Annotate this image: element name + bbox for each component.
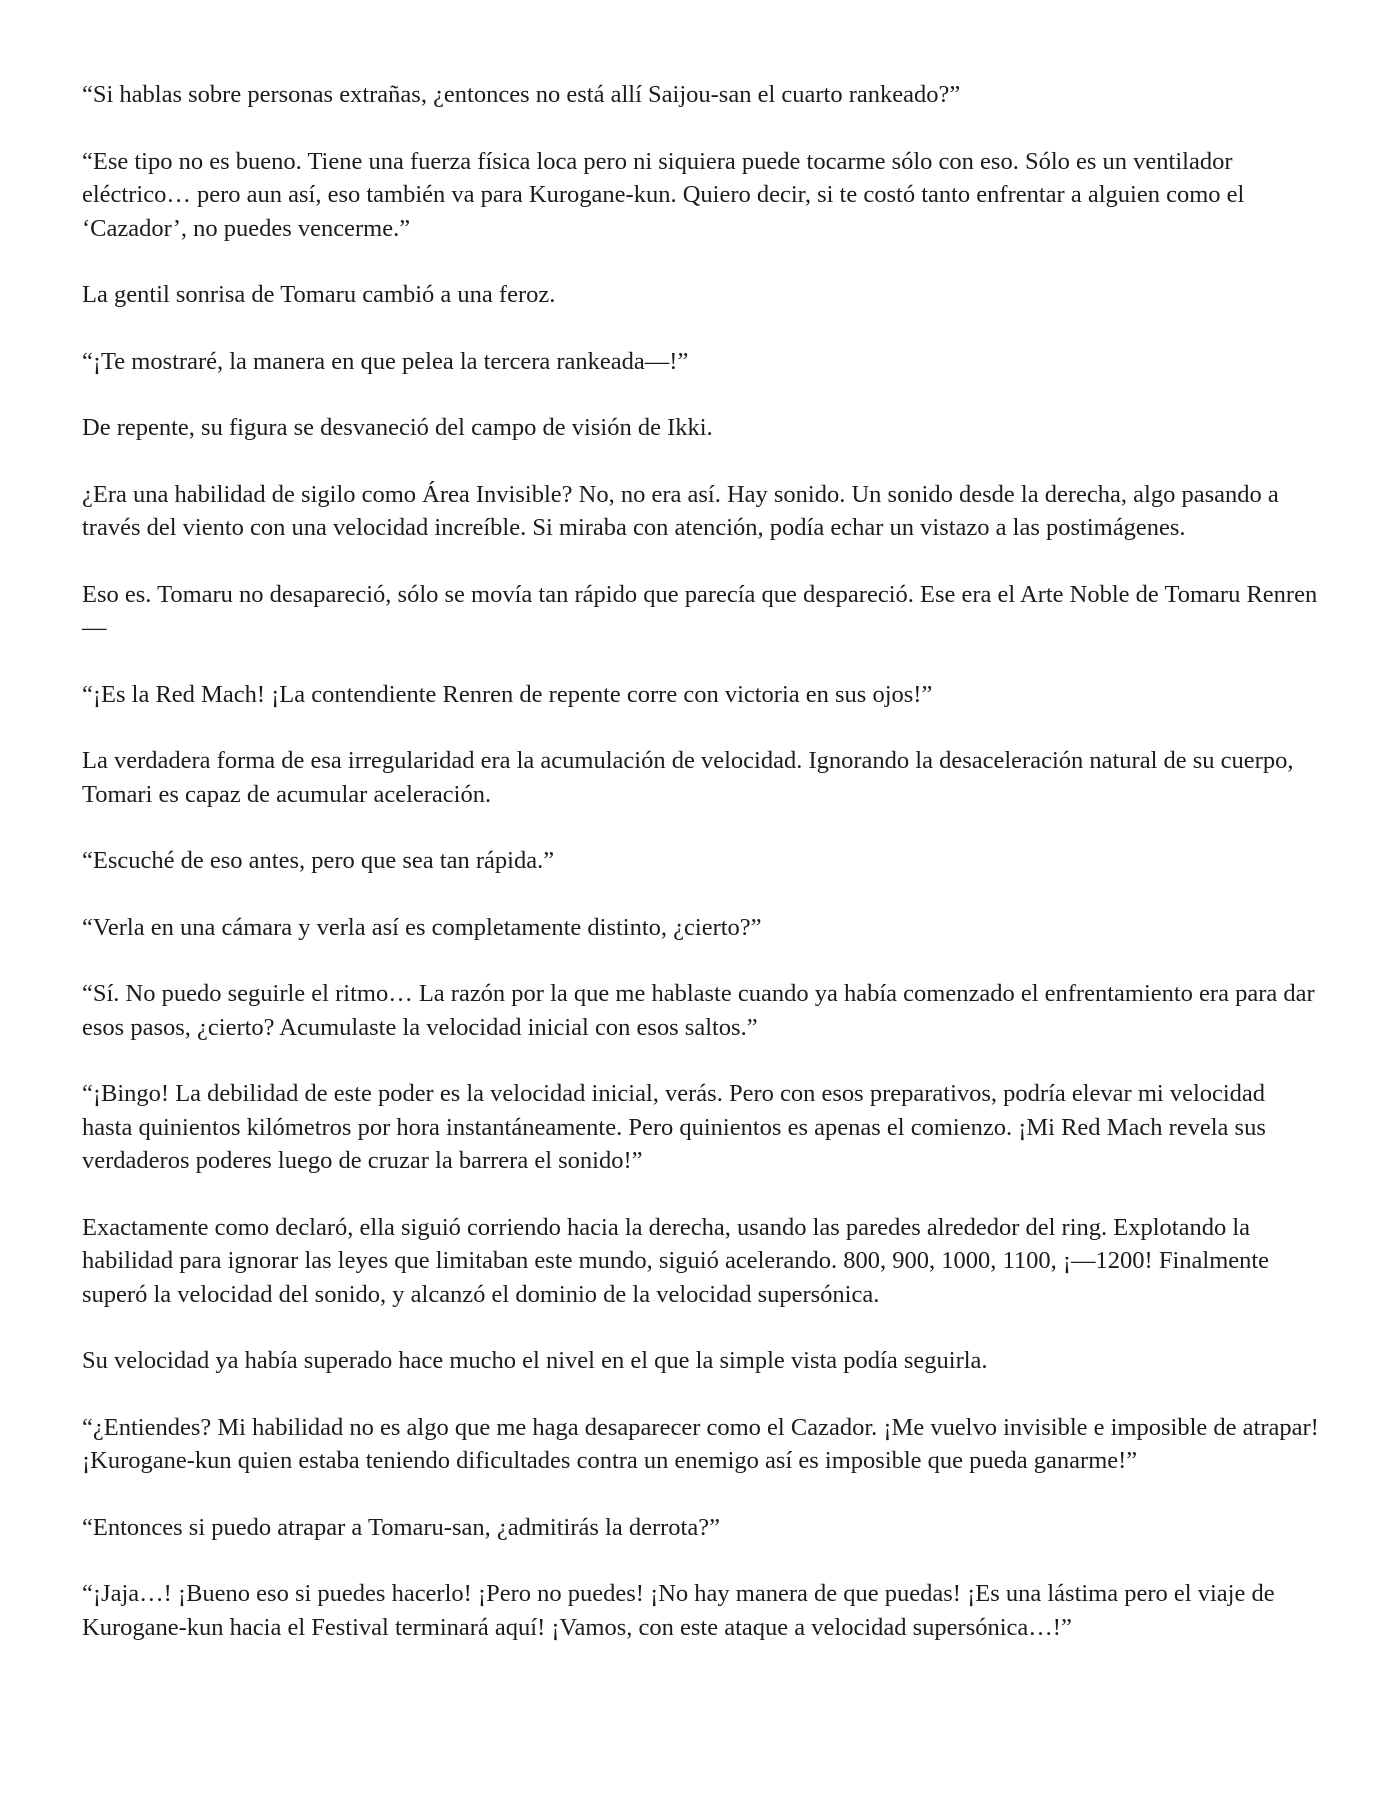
paragraph: La verdadera forma de esa irregularidad era la acumulación de velocidad. Ignorando la desaceleración natural de su cuerpo, Tomari es capaz de acumular aceleración. (82, 747, 1294, 808)
paragraph: “¡Te mostraré, la manera en que pelea la tercera rankeada—!” (82, 347, 689, 375)
paragraph: “Sí. No puedo seguirle el ritmo… La razón por la que me hablaste cuando ya había comenzado el enfrentamiento era para dar esos pasos, ¿cierto? Acumulaste la velocidad inicial con esos saltos.” (82, 980, 1315, 1041)
paragraph: “¡Es la Red Mach! ¡La contendiente Renren de repente corre con victoria en sus ojos!” (82, 680, 933, 708)
paragraph: ¿Era una habilidad de sigilo como Área Invisible? No, no era así. Hay sonido. Un sonido desde la derecha, algo pasando a través del viento con una velocidad increíble. Si miraba con atención, podía echar un vistazo a las postimágenes. (82, 480, 1279, 541)
paragraph: “¡Jaja…! ¡Bueno eso si puedes hacerlo! ¡Pero no puedes! ¡No hay manera de que puedas! ¡Es una lástima pero el viaje de Kurogane-kun hacia el Festival terminará aquí! ¡Vamos, con este ataque a velocidad supersónica…!” (82, 1580, 1275, 1641)
paragraph: “Escuché de eso antes, pero que sea tan rápida.” (82, 847, 555, 874)
paragraph: Exactamente como declaró, ella siguió corriendo hacia la derecha, usando las paredes alrededor del ring. Explotando la habilidad para ignorar las leyes que limitaban este mundo, siguió acelerando. 800, 900, 1000, 1100, ¡—1200! Finalmente superó la velocidad del sonido, y alcanzó el dominio de la velocidad supersónica. (82, 1213, 1270, 1308)
paragraph: Eso es. Tomaru no desapareció, sólo se movía tan rápido que parecía que despareció. Ese era el Arte Noble de Tomaru Renren— (82, 580, 1318, 641)
paragraph: “Si hablas sobre personas extrañas, ¿entonces no está allí Saijou-san el cuarto rankeado?” (82, 81, 961, 108)
paragraph: “Entonces si puedo atrapar a Tomaru-san, ¿admitirás la derrota?” (82, 1513, 720, 1541)
paragraph: “Ese tipo no es bueno. Tiene una fuerza física loca pero ni siquiera puede tocarme sólo con eso. Sólo es un ventilador eléctrico… pero aun así, eso también va para Kurogane-kun. Quiero decir, si te costó tanto enfrentar a alguien como el ‘Cazador’, no puedes vencerme.” (82, 147, 1245, 242)
paragraph: “¿Entiendes? Mi habilidad no es algo que me haga desaparecer como el Cazador. ¡Me vuelvo invisible e imposible de atrapar! ¡Kurogane-kun quien estaba teniendo dificultades contra un enemigo así es imposible que pueda ganarme!” (82, 1413, 1319, 1474)
paragraph: “Verla en una cámara y verla así es completamente distinto, ¿cierto?” (82, 913, 762, 941)
paragraph: Su velocidad ya había superado hace mucho el nivel en el que la simple vista podía seguirla. (82, 1347, 988, 1374)
paragraph: La gentil sonrisa de Tomaru cambió a una feroz. (82, 281, 556, 308)
paragraph: “¡Bingo! La debilidad de este poder es la velocidad inicial, verás. Pero con esos preparativos, podría elevar mi velocidad hasta quinientos kilómetros por hora instantáneamente. Pero quinientos es apenas el comienzo. ¡Mi Red Mach revela sus verdaderos poderes luego de cruzar la barrera el sonido!” (82, 1080, 1266, 1174)
paragraph: De repente, su figura se desvaneció del campo de visión de Ikki. (82, 414, 713, 441)
